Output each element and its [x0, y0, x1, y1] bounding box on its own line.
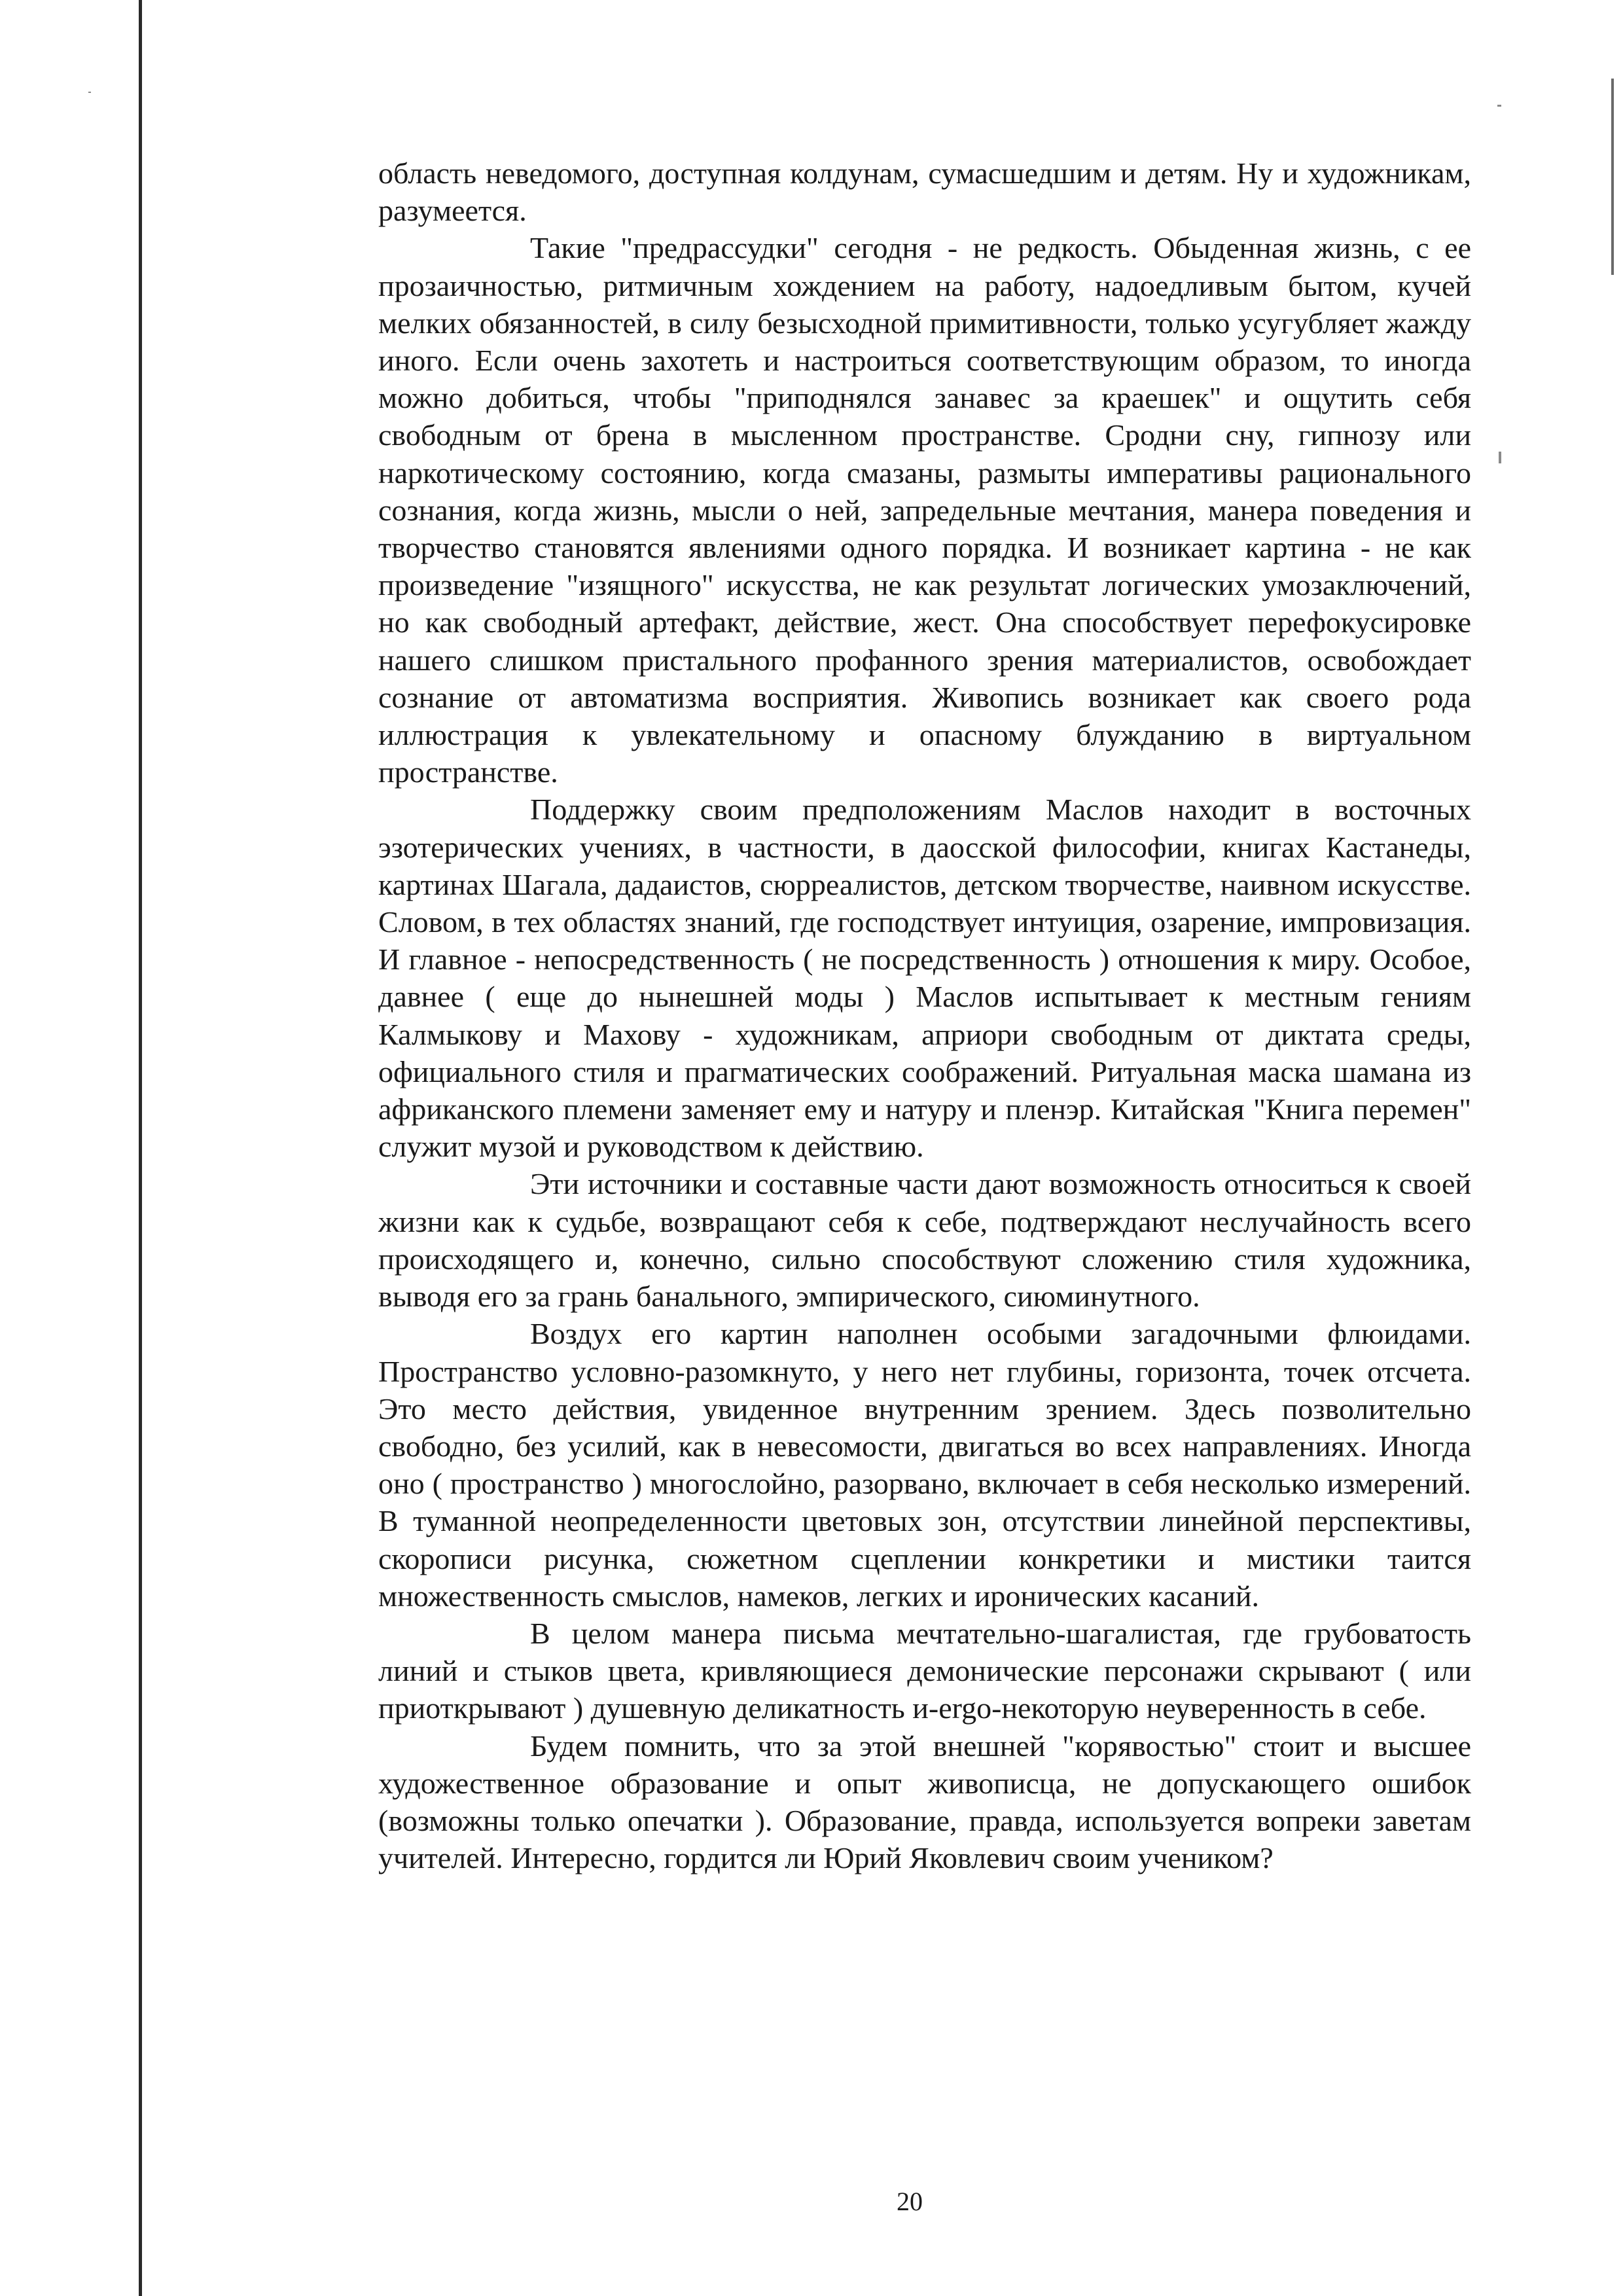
paragraph-4: Эти источники и составные части дают возможность относиться к своей жизни как к судьбе, возвращают себя к себе, подтверждают неслучайность всего происходящего и, конечно, сильно способствуют сложению стиля художника, выводя его за грань банального, эмпирического, сиюминутного. [378, 1167, 1471, 1314]
scan-mark [1497, 105, 1501, 107]
paragraph-1: область неведомого, доступная колдунам, сумасшедшим и детям. Ну и художникам, разумеется. [378, 156, 1471, 228]
page-number: 20 [897, 2187, 923, 2216]
scan-mark [88, 92, 91, 93]
paragraph-2: Такие "предрассудки" сегодня - не редкость. Обыденная жизнь, с ее прозаичностью, ритмичным хождением на работу, надоедливым бытом, кучей мелких обязанностей, в силу безысходной примитивности, только усугубляет жажду иного. Если очень захотеть и настроиться соответствующим образом, то иногда можно добиться, чтобы "приподнялся занавес за краешек" и ощутить себя свободным от брена в мысленном пространстве. Сродни сну, гипнозу или наркотическому состоянию, когда смазаны, размыты императивы рационального сознания, когда жизнь, мысли о ней, запредельные мечтания, манера поведения и творчество становятся явлениями одного порядка. И возникает картина - не как произведение "изящного" искусства, не как результат логических умозаключений, но как свободный артефакт, действие, жест. Она способствует перефокусировке нашего слишком пристального профанного зрения материалистов, освобождает сознание от автоматизма восприятия. Живопись возникает как своего рода иллюстрация к увлекательному и опасному блужданию в виртуальном пространстве. [378, 231, 1471, 789]
paragraph-3: Поддержку своим предположениям Маслов находит в восточных эзотерических учениях, в частности, в даосской философии, книгах Кастанеды, картинах Шагала, дадаистов, сюрреалистов, детском творчестве, наивном искусстве. Словом, в тех областях знаний, где господствует интуиция, озарение, импровизация. И главное - непосредственность ( не посредственность ) отношения к миру. Особое, давнее ( еще до нынешней моды ) Маслов испытывает к местным гениям Калмыкову и Махову - художникам, априори свободным от диктата среды, официального стиля и прагматических соображений. Ритуальная маска шамана из африканского племени заменяет ему и натуру и пленэр. Китайская "Книга перемен" служит музой и руководством к действию. [378, 793, 1471, 1164]
paragraph-7: Будем помнить, что за этой внешней "корявостью" стоит и высшее художественное образование и опыт живописца, не допускающего ошибок (возможны только опечатки ). Образование, правда, используется вопреки заветам учителей. Интересно, гордится ли Юрий Яковлевич своим учеником? [378, 1729, 1471, 1875]
paragraph-5: Воздух его картин наполнен особыми загадочными флюидами. Пространство условно-разомкнуто, у него нет глубины, горизонта, точек отсчета. Это место действия, увиденное внутренним зрением. Здесь позволительно свободно, без усилий, как в невесомости, двигаться во всех направлениях. Иногда оно ( пространство ) многослойно, разорвано, включает в себя несколько измерений. В туманной неопределенности цветовых зон, отсутствии линейной перспективы, скорописи рисунка, сюжетном сцеплении конкретики и мистики таится множественность смыслов, намеков, легких и иронических касаний. [378, 1317, 1471, 1613]
paragraph-6: В целом манера письма мечтательно-шагалистая, где грубоватость линий и стыков цвета, кривляющиеся демонические персонажи скрывают ( или приоткрывают ) душевную деликатность и-ergo-некоторую неуверенность в себе. [378, 1616, 1471, 1725]
page-body [378, 154, 1471, 1876]
scan-edge-left [139, 0, 142, 2296]
scan-edge-right [1611, 79, 1614, 275]
scan-mark [1499, 452, 1501, 463]
